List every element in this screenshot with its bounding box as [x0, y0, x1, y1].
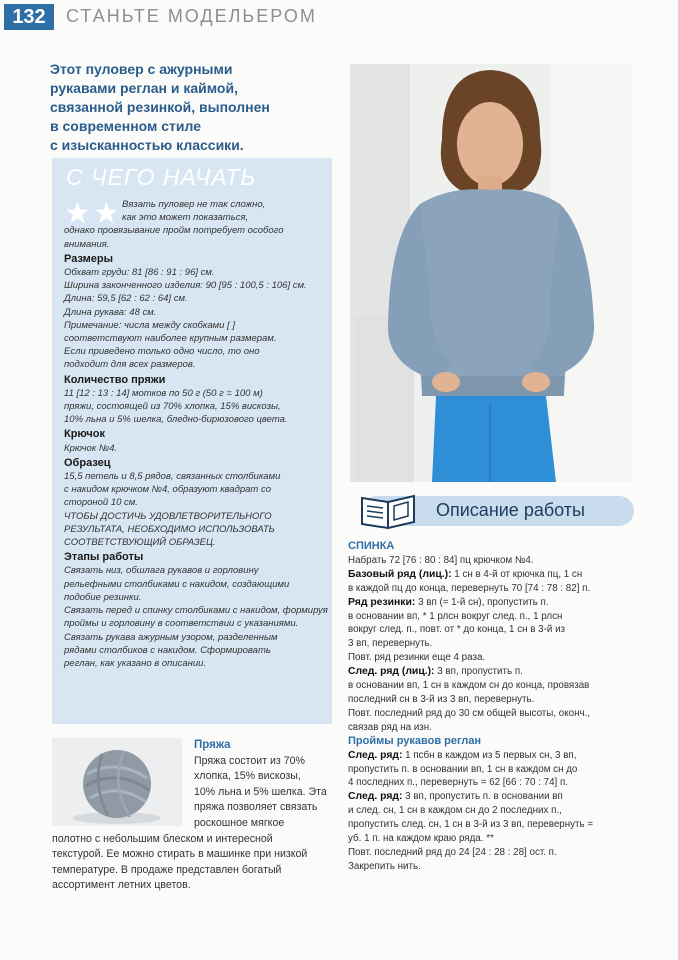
sample-heading: Образец [64, 456, 111, 469]
section-title: СТАНЬТЕ МОДЕЛЬЕРОМ [66, 6, 317, 26]
text-line: Ширина законченного изделия: 90 [95 : 100,5 : 106] см. [64, 280, 307, 292]
work-description [348, 540, 640, 874]
text-line: внимания. [64, 238, 110, 250]
text-line: Крючок №4. [64, 442, 118, 454]
text-line: стороной 10 см. [64, 497, 138, 509]
text-line: с накидом крючком №4, образуют квадрат со [64, 484, 271, 496]
start-panel-title: С ЧЕГО НАЧАТЬ [66, 164, 257, 190]
text-line: и след. сн, 1 сн в каждом сн до 2 последних п., [348, 805, 562, 817]
page-header [0, 0, 678, 34]
text-line: 15,5 петель и 8,5 рядов, связанных столбиками [64, 471, 281, 483]
row-label: След. ряд: [348, 749, 403, 761]
text-line: 10% льна и 5% шелка. Эта [194, 785, 327, 798]
text-line: Примечание: числа между скобками [ ] [64, 319, 235, 331]
text-line: рельефными столбиками с накидом, создающими [64, 578, 290, 590]
text-line: Вязать пуловер не так сложно, [122, 199, 266, 210]
text-line: в основании вп, * 1 рлсн вокруг след. п., 1 рлсн [348, 610, 563, 622]
text-line: Длина: 59,5 [62 : 62 : 64] см. [64, 293, 188, 305]
text-line: рядами столбиков с накидом. Сформировать [64, 644, 271, 656]
text-line: проймы и горловину в соответствии с указаниями. [64, 618, 299, 630]
intro-line: в современном стиле [50, 118, 202, 134]
text-line: Обхват груди: 81 [86 : 91 : 96] см. [64, 267, 215, 279]
text-line: Повт. последний ряд до 30 см общей высоты, оконч., [348, 707, 591, 719]
text-line: соответствуют наиболее крупным размерам. [64, 333, 277, 345]
armhole-heading: Проймы рукавов реглан [348, 734, 482, 747]
intro-line: связанной резинкой, выполнен [50, 99, 270, 115]
text-line: последний сн в 3-й из 3 вп, перевернуть. [348, 693, 535, 705]
text-run: 3 вп, пропустить п. в основании вп [402, 791, 563, 803]
hook-heading: Крючок [64, 428, 106, 441]
text-line: СООТВЕТСТВУЮЩИЙ ОБРАЗЕЦ. [64, 537, 216, 549]
text-line: Связать перед и спинку столбиками с накидом, формируя [64, 605, 328, 617]
text-line: как это может показаться, [122, 212, 249, 224]
start-panel-body [64, 198, 326, 670]
sizes-heading: Размеры [64, 252, 114, 265]
row-label: След. ряд: [348, 791, 403, 803]
armhole-row-1 [348, 749, 640, 763]
text-line: Набрать 72 [76 : 80 : 84] пц крючком №4. [348, 554, 534, 566]
text-line: Если приведено только одно число, то оно [64, 346, 260, 358]
text-run: 1 сн в 4-й от крючка пц, 1 сн [451, 568, 583, 580]
yarn-description [52, 738, 334, 894]
intro-line: с изысканностью классики. [50, 137, 244, 153]
text-run: 1 псбн в каждом из 5 первых сн, 3 вп, [402, 749, 577, 761]
base-row [348, 568, 640, 582]
text-line: температуре. В продаже представлен богатый [52, 863, 282, 876]
text-line: РЕЗУЛЬТАТА, НЕОБХОДИМО ИСПОЛЬЗОВАТЬ [64, 523, 275, 535]
text-line: ассортимент летних цветов. [52, 879, 191, 892]
yarn-amount-heading: Количество пряжи [64, 373, 166, 386]
model-photo [350, 64, 632, 482]
armhole-row-2 [348, 790, 640, 804]
intro-line: рукавами реглан и каймой, [50, 80, 238, 96]
text-line: подобие резинки. [64, 591, 142, 603]
page-number: 132 [4, 4, 54, 30]
text-line: 11 [12 : 13 : 14] мотков по 50 г (50 г = 100 м) [64, 387, 263, 399]
work-description-title: Описание работы [436, 500, 585, 520]
text-line: Пряжа состоит из 70% [194, 754, 305, 767]
work-description-banner [350, 492, 636, 528]
text-line: Длина рукава: 48 см. [64, 306, 157, 318]
text-line: пропустить п. в основании вп, 1 сн в каждом сн до [348, 763, 578, 775]
text-run: 3 вп (= 1-й сн), пропустить п. [415, 596, 549, 608]
text-line: Повт. последний ряд до 24 [24 : 28 : 28] ост. п. [348, 846, 557, 858]
base-row-label: Базовый ряд (лиц.): [348, 568, 452, 580]
text-line: уб. 1 п. на каждом краю ряда. ** [348, 833, 494, 845]
text-line: хлопка, 15% вискозы, [194, 770, 301, 783]
text-line: реглан, как указано в описании. [64, 657, 207, 669]
text-line: ЧТОБЫ ДОСТИЧЬ УДОВЛЕТВОРИТЕЛЬНОГО [64, 510, 272, 522]
text-line: подходит для всех размеров. [64, 359, 196, 371]
next-row [348, 665, 640, 679]
back-heading: СПИНКА [348, 540, 395, 552]
text-line: Закрепить нить. [348, 860, 421, 872]
text-line: в каждой пц до конца, перевернуть 70 [74 : 78 : 82] п. [348, 582, 591, 594]
text-run: 3 вп, пропустить п. [434, 666, 523, 678]
text-line: Связать низ, обшлага рукавов и горловину [64, 565, 259, 577]
text-line: Связать рукава ажурным узором, разделенным [64, 631, 278, 643]
text-line: связав ряд на изн. [348, 721, 432, 733]
intro-line: Этот пуловер с ажурными [50, 61, 233, 77]
rib-row [348, 596, 640, 610]
text-line: однако провязывание пройм потребует особого [64, 225, 284, 237]
text-line: пропустить след. сн, 1 сн в 3-й из 3 вп, перевернуть = [348, 819, 594, 831]
difficulty-text [64, 198, 326, 224]
text-line: 3 вп, перевернуть. [348, 638, 433, 650]
text-line: роскошное мягкое [194, 816, 285, 829]
text-line: 4 последних п., перевернуть = 62 [66 : 70 : 74] п. [348, 777, 569, 789]
intro-text [50, 60, 340, 155]
steps-heading: Этапы работы [64, 551, 144, 564]
start-panel [52, 158, 332, 724]
text-line: пряжа позволяет связать [194, 801, 318, 814]
text-line: текстурой. Ее можно стирать в машинке при низкой [52, 848, 308, 861]
text-line: пряжи, состоящей из 70% хлопка, 15% вискозы, [64, 401, 281, 413]
difficulty-stars-icon: ★★ [64, 197, 122, 230]
pattern-booklet-icon [356, 492, 422, 535]
text-line: в основании вп, 1 сн в каждом сн до конца, провязав [348, 680, 590, 692]
rib-row-label: Ряд резинки: [348, 596, 416, 608]
text-line: полотно с небольшим блеском и интересной [52, 832, 273, 845]
yarn-heading: Пряжа [194, 739, 231, 751]
text-line: вокруг след. п., повт. от * до конца, 1 сн в 3-й из [348, 624, 566, 636]
text-line: 10% льна и 5% шелка, бледно-бирюзового цвета. [64, 414, 288, 426]
text-line: Повт. ряд резинки еще 4 раза. [348, 652, 486, 664]
next-row-label: След. ряд (лиц.): [348, 666, 435, 678]
